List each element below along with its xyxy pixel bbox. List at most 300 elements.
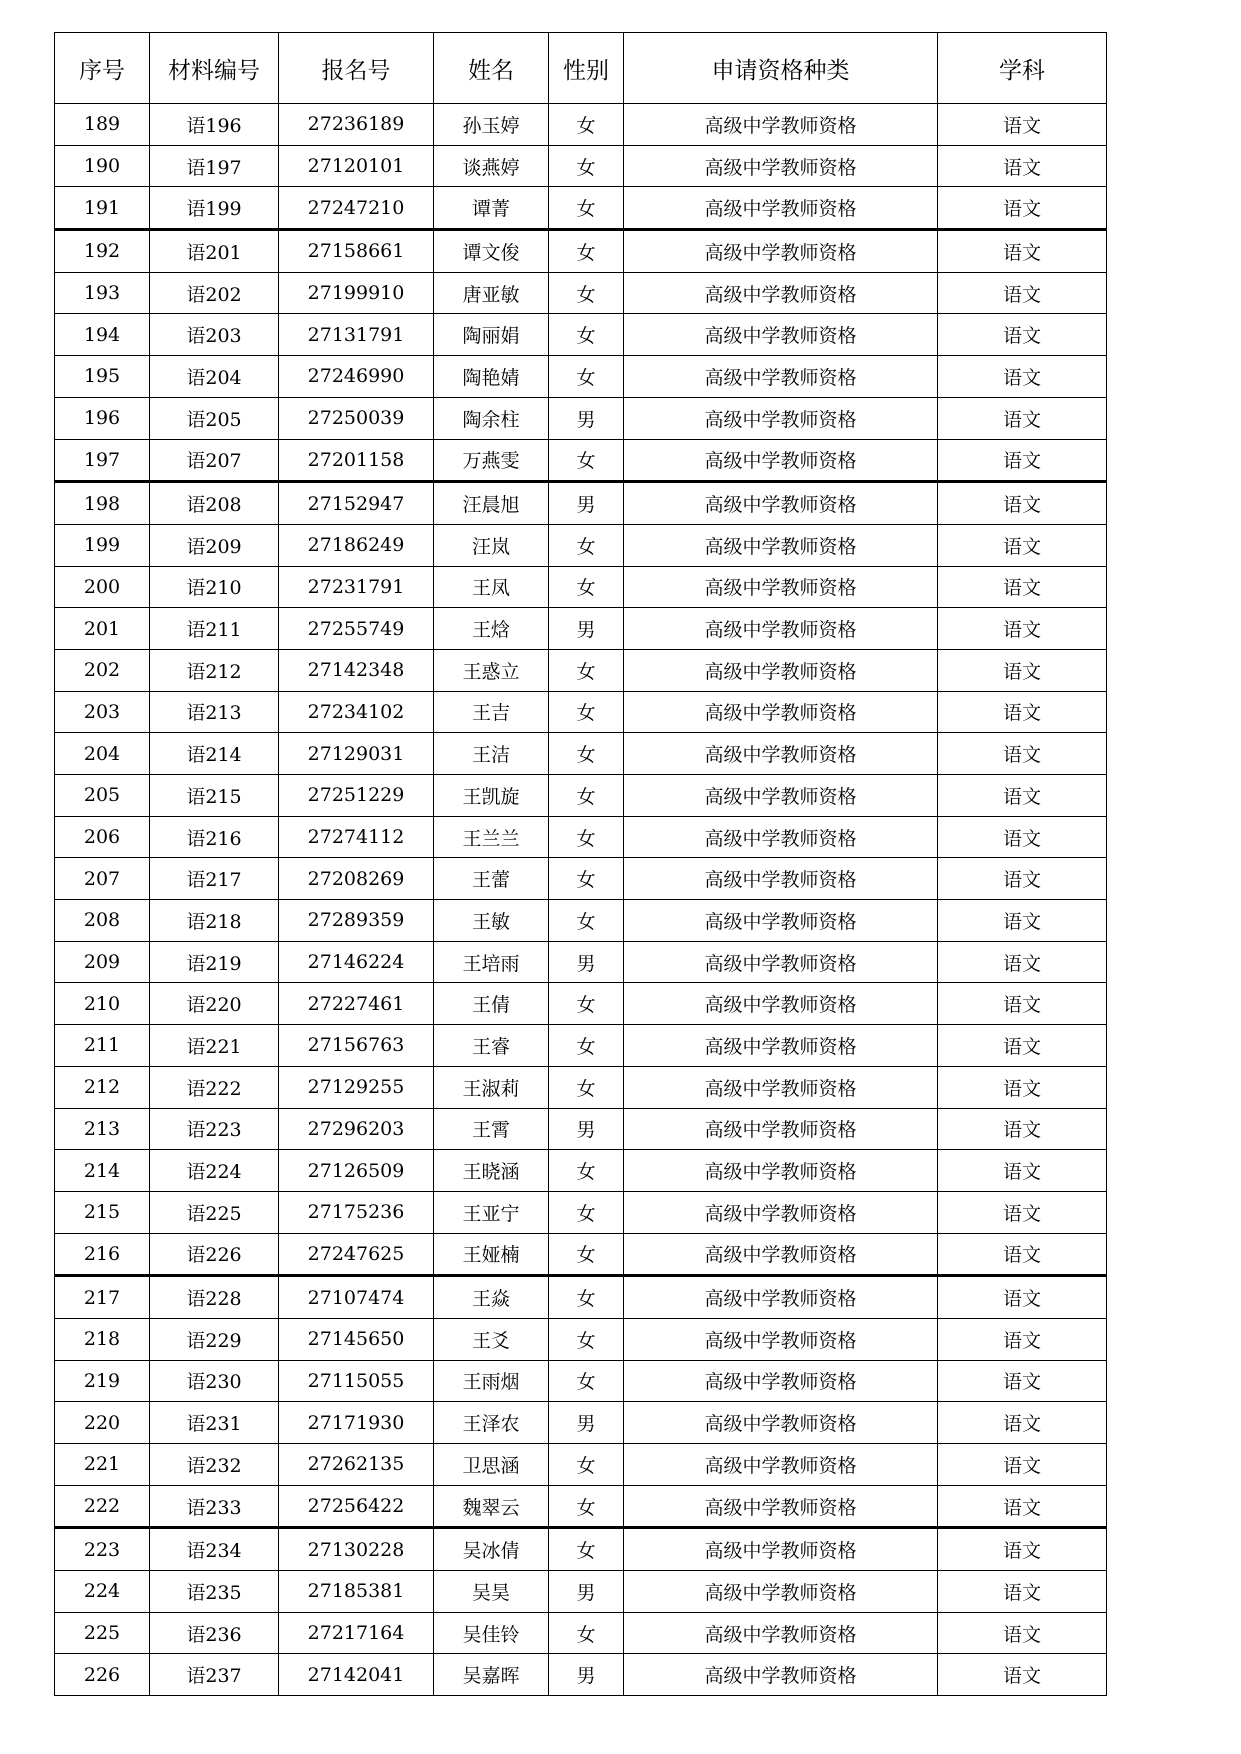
cell-qualification-type: 高级中学教师资格 [624,1360,938,1402]
cell-registration-no: 27262135 [279,1444,434,1486]
cell-gender: 女 [549,733,624,775]
cell-seq: 205 [55,775,150,817]
cell-seq: 189 [55,104,150,146]
cell-registration-no: 27120101 [279,145,434,187]
cell-material-no: 语237 [150,1654,279,1696]
table-row [55,1612,1107,1654]
cell-gender: 女 [549,1528,624,1571]
cell-name: 吴冰倩 [434,1528,549,1571]
cell-name: 陶艳婧 [434,356,549,398]
cell-registration-no: 27234102 [279,691,434,733]
cell-seq: 225 [55,1612,150,1654]
cell-material-no: 语219 [150,941,279,983]
cell-material-no: 语203 [150,314,279,356]
cell-qualification-type: 高级中学教师资格 [624,1444,938,1486]
cell-registration-no: 27145650 [279,1318,434,1360]
cell-name: 万燕雯 [434,439,549,482]
cell-seq: 219 [55,1360,150,1402]
cell-seq: 220 [55,1402,150,1444]
cell-registration-no: 27126509 [279,1150,434,1192]
cell-qualification-type: 高级中学教师资格 [624,187,938,230]
cell-subject: 语文 [938,482,1107,525]
cell-gender: 男 [549,1571,624,1613]
cell-gender: 女 [549,566,624,608]
cell-seq: 201 [55,608,150,650]
cell-registration-no: 27255749 [279,608,434,650]
cell-qualification-type: 高级中学教师资格 [624,1318,938,1360]
cell-name: 王泽农 [434,1402,549,1444]
cell-name: 王洁 [434,733,549,775]
cell-qualification-type: 高级中学教师资格 [624,314,938,356]
cell-subject: 语文 [938,187,1107,230]
cell-name: 孙玉婷 [434,104,549,146]
cell-seq: 199 [55,524,150,566]
cell-name: 谈燕婷 [434,145,549,187]
cell-gender: 女 [549,858,624,900]
cell-name: 王培雨 [434,941,549,983]
cell-name: 卫思涵 [434,1444,549,1486]
cell-gender: 女 [549,649,624,691]
cell-qualification-type: 高级中学教师资格 [624,104,938,146]
cell-qualification-type: 高级中学教师资格 [624,691,938,733]
cell-qualification-type: 高级中学教师资格 [624,1191,938,1233]
cell-registration-no: 27175236 [279,1191,434,1233]
header-subject: 学科 [938,33,1107,104]
table-row [55,941,1107,983]
table-row [55,272,1107,314]
cell-seq: 191 [55,187,150,230]
cell-name: 汪岚 [434,524,549,566]
cell-material-no: 语218 [150,900,279,942]
cell-name: 陶丽娟 [434,314,549,356]
cell-gender: 女 [549,314,624,356]
table-row [55,314,1107,356]
cell-material-no: 语236 [150,1612,279,1654]
cell-gender: 男 [549,608,624,650]
cell-registration-no: 27246990 [279,356,434,398]
cell-subject: 语文 [938,608,1107,650]
cell-material-no: 语197 [150,145,279,187]
cell-seq: 206 [55,816,150,858]
cell-material-no: 语199 [150,187,279,230]
cell-gender: 女 [549,439,624,482]
cell-registration-no: 27199910 [279,272,434,314]
cell-name: 王兰兰 [434,816,549,858]
table-row [55,1318,1107,1360]
cell-material-no: 语229 [150,1318,279,1360]
cell-registration-no: 27296203 [279,1108,434,1150]
cell-subject: 语文 [938,439,1107,482]
cell-name: 唐亚敏 [434,272,549,314]
cell-seq: 207 [55,858,150,900]
cell-name: 王霄 [434,1108,549,1150]
cell-gender: 女 [549,1360,624,1402]
cell-registration-no: 27289359 [279,900,434,942]
cell-material-no: 语216 [150,816,279,858]
cell-seq: 208 [55,900,150,942]
cell-name: 王睿 [434,1025,549,1067]
cell-name: 王蕾 [434,858,549,900]
cell-seq: 222 [55,1485,150,1528]
cell-subject: 语文 [938,900,1107,942]
cell-qualification-type: 高级中学教师资格 [624,566,938,608]
cell-gender: 女 [549,1444,624,1486]
cell-subject: 语文 [938,1654,1107,1696]
cell-qualification-type: 高级中学教师资格 [624,1571,938,1613]
cell-subject: 语文 [938,1528,1107,1571]
cell-registration-no: 27256422 [279,1485,434,1528]
cell-gender: 女 [549,1150,624,1192]
cell-gender: 男 [549,941,624,983]
cell-subject: 语文 [938,816,1107,858]
cell-qualification-type: 高级中学教师资格 [624,775,938,817]
cell-name: 王吉 [434,691,549,733]
cell-subject: 语文 [938,858,1107,900]
cell-material-no: 语196 [150,104,279,146]
cell-gender: 女 [549,900,624,942]
cell-qualification-type: 高级中学教师资格 [624,1150,938,1192]
cell-gender: 女 [549,145,624,187]
table-row [55,566,1107,608]
cell-registration-no: 27146224 [279,941,434,983]
cell-registration-no: 27185381 [279,1571,434,1613]
cell-seq: 217 [55,1276,150,1319]
cell-name: 吴佳铃 [434,1612,549,1654]
cell-subject: 语文 [938,314,1107,356]
cell-seq: 212 [55,1066,150,1108]
table-row [55,1402,1107,1444]
cell-subject: 语文 [938,566,1107,608]
cell-qualification-type: 高级中学教师资格 [624,272,938,314]
cell-seq: 193 [55,272,150,314]
roster-table [54,32,1107,1696]
cell-gender: 女 [549,1233,624,1276]
cell-name: 王焓 [434,608,549,650]
cell-qualification-type: 高级中学教师资格 [624,733,938,775]
cell-material-no: 语224 [150,1150,279,1192]
cell-registration-no: 27142041 [279,1654,434,1696]
cell-seq: 204 [55,733,150,775]
cell-registration-no: 27231791 [279,566,434,608]
table-row [55,1066,1107,1108]
cell-name: 汪晨旭 [434,482,549,525]
cell-qualification-type: 高级中学教师资格 [624,1528,938,1571]
cell-qualification-type: 高级中学教师资格 [624,1402,938,1444]
cell-gender: 女 [549,1066,624,1108]
cell-material-no: 语232 [150,1444,279,1486]
cell-gender: 男 [549,1108,624,1150]
cell-material-no: 语210 [150,566,279,608]
cell-material-no: 语209 [150,524,279,566]
cell-name: 王淑莉 [434,1066,549,1108]
cell-gender: 女 [549,1276,624,1319]
cell-gender: 女 [549,524,624,566]
cell-name: 王爻 [434,1318,549,1360]
table-row [55,524,1107,566]
cell-subject: 语文 [938,1066,1107,1108]
cell-seq: 226 [55,1654,150,1696]
cell-material-no: 语234 [150,1528,279,1571]
cell-name: 王晓涵 [434,1150,549,1192]
cell-registration-no: 27107474 [279,1276,434,1319]
cell-subject: 语文 [938,1360,1107,1402]
cell-registration-no: 27130228 [279,1528,434,1571]
cell-registration-no: 27247625 [279,1233,434,1276]
cell-qualification-type: 高级中学教师资格 [624,1233,938,1276]
table-row [55,1150,1107,1192]
cell-subject: 语文 [938,145,1107,187]
cell-material-no: 语233 [150,1485,279,1528]
cell-qualification-type: 高级中学教师资格 [624,983,938,1025]
cell-qualification-type: 高级中学教师资格 [624,482,938,525]
cell-subject: 语文 [938,775,1107,817]
table-row [55,1233,1107,1276]
cell-name: 魏翠云 [434,1485,549,1528]
table-row [55,775,1107,817]
cell-material-no: 语212 [150,649,279,691]
header-gender: 性别 [549,33,624,104]
table-row [55,816,1107,858]
cell-seq: 223 [55,1528,150,1571]
table-row [55,145,1107,187]
cell-subject: 语文 [938,691,1107,733]
cell-seq: 198 [55,482,150,525]
cell-seq: 218 [55,1318,150,1360]
cell-subject: 语文 [938,1402,1107,1444]
cell-registration-no: 27131791 [279,314,434,356]
cell-seq: 213 [55,1108,150,1150]
table-row [55,1108,1107,1150]
cell-name: 王倩 [434,983,549,1025]
cell-material-no: 语214 [150,733,279,775]
header-qualification-type: 申请资格种类 [624,33,938,104]
header-registration-no: 报名号 [279,33,434,104]
table-row [55,104,1107,146]
cell-seq: 214 [55,1150,150,1192]
cell-gender: 女 [549,691,624,733]
cell-seq: 192 [55,230,150,273]
cell-subject: 语文 [938,941,1107,983]
cell-registration-no: 27201158 [279,439,434,482]
cell-material-no: 语213 [150,691,279,733]
table-row [55,858,1107,900]
cell-qualification-type: 高级中学教师资格 [624,608,938,650]
table-row [55,356,1107,398]
cell-material-no: 语235 [150,1571,279,1613]
cell-subject: 语文 [938,1025,1107,1067]
cell-qualification-type: 高级中学教师资格 [624,941,938,983]
cell-gender: 女 [549,272,624,314]
cell-material-no: 语201 [150,230,279,273]
cell-name: 王亚宁 [434,1191,549,1233]
cell-name: 王娅楠 [434,1233,549,1276]
cell-subject: 语文 [938,356,1107,398]
cell-subject: 语文 [938,104,1107,146]
cell-qualification-type: 高级中学教师资格 [624,524,938,566]
cell-gender: 女 [549,983,624,1025]
cell-seq: 197 [55,439,150,482]
cell-qualification-type: 高级中学教师资格 [624,1654,938,1696]
cell-registration-no: 27129031 [279,733,434,775]
cell-seq: 200 [55,566,150,608]
cell-seq: 196 [55,397,150,439]
cell-gender: 男 [549,482,624,525]
cell-seq: 195 [55,356,150,398]
cell-subject: 语文 [938,524,1107,566]
cell-name: 吴嘉晖 [434,1654,549,1696]
cell-registration-no: 27274112 [279,816,434,858]
cell-qualification-type: 高级中学教师资格 [624,230,938,273]
cell-material-no: 语225 [150,1191,279,1233]
cell-material-no: 语223 [150,1108,279,1150]
cell-gender: 女 [549,356,624,398]
cell-subject: 语文 [938,1191,1107,1233]
table-row [55,439,1107,482]
cell-qualification-type: 高级中学教师资格 [624,649,938,691]
table-row [55,733,1107,775]
cell-registration-no: 27251229 [279,775,434,817]
cell-gender: 女 [549,1191,624,1233]
table-row [55,900,1107,942]
cell-subject: 语文 [938,983,1107,1025]
cell-name: 谭文俊 [434,230,549,273]
table-row [55,1025,1107,1067]
table-row [55,1485,1107,1528]
table-row [55,983,1107,1025]
table-row [55,1528,1107,1571]
cell-qualification-type: 高级中学教师资格 [624,1612,938,1654]
cell-subject: 语文 [938,1485,1107,1528]
cell-registration-no: 27152947 [279,482,434,525]
cell-gender: 女 [549,187,624,230]
cell-subject: 语文 [938,1150,1107,1192]
cell-seq: 211 [55,1025,150,1067]
cell-registration-no: 27171930 [279,1402,434,1444]
cell-material-no: 语211 [150,608,279,650]
cell-material-no: 语226 [150,1233,279,1276]
cell-name: 王敏 [434,900,549,942]
cell-registration-no: 27156763 [279,1025,434,1067]
cell-registration-no: 27227461 [279,983,434,1025]
table-row [55,482,1107,525]
table-row [55,1191,1107,1233]
table-row [55,1571,1107,1613]
cell-qualification-type: 高级中学教师资格 [624,858,938,900]
cell-seq: 190 [55,145,150,187]
cell-qualification-type: 高级中学教师资格 [624,1108,938,1150]
cell-registration-no: 27236189 [279,104,434,146]
cell-registration-no: 27186249 [279,524,434,566]
cell-gender: 男 [549,1654,624,1696]
cell-material-no: 语208 [150,482,279,525]
cell-material-no: 语202 [150,272,279,314]
cell-seq: 221 [55,1444,150,1486]
cell-registration-no: 27217164 [279,1612,434,1654]
header-name: 姓名 [434,33,549,104]
cell-registration-no: 27250039 [279,397,434,439]
cell-gender: 男 [549,1402,624,1444]
cell-name: 陶余柱 [434,397,549,439]
cell-subject: 语文 [938,1318,1107,1360]
cell-name: 王凤 [434,566,549,608]
cell-material-no: 语217 [150,858,279,900]
header-seq: 序号 [55,33,150,104]
cell-registration-no: 27115055 [279,1360,434,1402]
cell-seq: 224 [55,1571,150,1613]
cell-material-no: 语222 [150,1066,279,1108]
cell-seq: 210 [55,983,150,1025]
cell-name: 王雨烟 [434,1360,549,1402]
cell-name: 王凯旋 [434,775,549,817]
cell-gender: 女 [549,1025,624,1067]
header-material-no: 材料编号 [150,33,279,104]
cell-seq: 216 [55,1233,150,1276]
cell-subject: 语文 [938,1444,1107,1486]
cell-material-no: 语207 [150,439,279,482]
cell-seq: 209 [55,941,150,983]
cell-subject: 语文 [938,230,1107,273]
cell-material-no: 语228 [150,1276,279,1319]
cell-qualification-type: 高级中学教师资格 [624,145,938,187]
cell-material-no: 语230 [150,1360,279,1402]
cell-gender: 女 [549,1485,624,1528]
cell-registration-no: 27158661 [279,230,434,273]
cell-qualification-type: 高级中学教师资格 [624,356,938,398]
cell-material-no: 语220 [150,983,279,1025]
cell-gender: 女 [549,104,624,146]
cell-material-no: 语204 [150,356,279,398]
table-row [55,649,1107,691]
cell-name: 王焱 [434,1276,549,1319]
cell-qualification-type: 高级中学教师资格 [624,397,938,439]
cell-registration-no: 27208269 [279,858,434,900]
cell-subject: 语文 [938,397,1107,439]
cell-registration-no: 27129255 [279,1066,434,1108]
cell-material-no: 语221 [150,1025,279,1067]
cell-subject: 语文 [938,649,1107,691]
cell-subject: 语文 [938,272,1107,314]
cell-subject: 语文 [938,1108,1107,1150]
cell-subject: 语文 [938,1612,1107,1654]
cell-seq: 215 [55,1191,150,1233]
cell-gender: 女 [549,1612,624,1654]
table-row [55,397,1107,439]
cell-registration-no: 27142348 [279,649,434,691]
cell-material-no: 语231 [150,1402,279,1444]
header-row [55,33,1107,104]
cell-qualification-type: 高级中学教师资格 [624,900,938,942]
cell-registration-no: 27247210 [279,187,434,230]
cell-material-no: 语215 [150,775,279,817]
cell-subject: 语文 [938,1571,1107,1613]
cell-qualification-type: 高级中学教师资格 [624,439,938,482]
cell-subject: 语文 [938,1233,1107,1276]
table-row [55,691,1107,733]
table-row [55,1276,1107,1319]
cell-name: 吴昊 [434,1571,549,1613]
table-row [55,608,1107,650]
cell-gender: 男 [549,397,624,439]
cell-qualification-type: 高级中学教师资格 [624,816,938,858]
cell-gender: 女 [549,1318,624,1360]
cell-subject: 语文 [938,733,1107,775]
table-row [55,230,1107,273]
cell-gender: 女 [549,816,624,858]
cell-qualification-type: 高级中学教师资格 [624,1066,938,1108]
cell-qualification-type: 高级中学教师资格 [624,1276,938,1319]
table-row [55,187,1107,230]
table-row [55,1360,1107,1402]
